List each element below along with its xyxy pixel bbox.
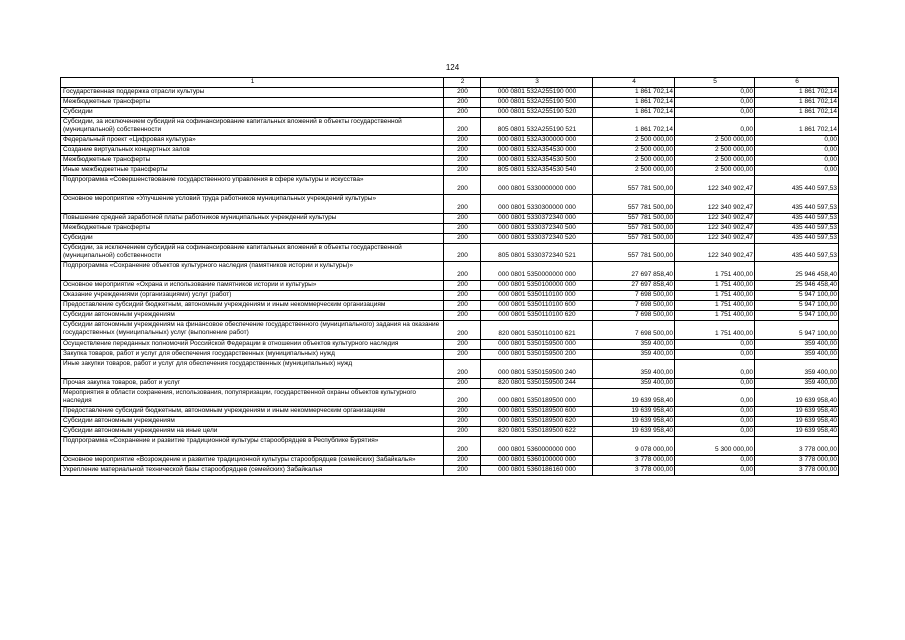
row-approved-cell: 1 861 702,14 (593, 107, 675, 117)
row-unexecuted-cell: 5 947 100,00 (755, 310, 839, 320)
row-approved-cell: 19 639 958,40 (593, 388, 675, 406)
row-line-code-cell: 200 (444, 243, 481, 261)
table-row (61, 290, 839, 300)
row-name-cell: Мероприятия в области сохранения, использования, популяризации, государственной охраны объектов культурного наследия (61, 388, 444, 406)
row-unexecuted-cell: 3 778 000,00 (755, 465, 839, 475)
row-approved-cell: 7 698 500,00 (593, 320, 675, 339)
row-executed-cell: 2 500 000,00 (675, 135, 755, 145)
row-name-cell: Осуществление переданных полномочий Российской Федерации в отношении объектов культурного наследия (61, 339, 444, 349)
row-name-cell: Межбюджетные трансферты (61, 97, 444, 107)
column-header: 1 (61, 78, 444, 88)
row-executed-cell: 2 500 000,00 (675, 145, 755, 155)
column-header: 2 (444, 78, 481, 88)
row-name-cell: Субсидии (61, 233, 444, 243)
row-approved-cell: 359 400,00 (593, 378, 675, 388)
row-unexecuted-cell: 435 440 597,53 (755, 175, 839, 194)
row-unexecuted-cell: 1 861 702,14 (755, 107, 839, 117)
row-name-cell: Укрепление материальной технической базы старообрядцев (семейских) Забайкалья (61, 465, 444, 475)
row-approved-cell: 1 861 702,14 (593, 97, 675, 107)
row-line-code-cell: 200 (444, 359, 481, 378)
row-name-cell: Закупка товаров, работ и услуг для обеспечения государственных (муниципальных) нужд (61, 349, 444, 359)
table-row (61, 194, 839, 213)
row-unexecuted-cell: 0,00 (755, 135, 839, 145)
row-unexecuted-cell: 359 400,00 (755, 359, 839, 378)
table-row (61, 320, 839, 339)
table-row (61, 426, 839, 436)
row-line-code-cell: 200 (444, 165, 481, 175)
row-line-code-cell: 200 (444, 233, 481, 243)
row-approved-cell: 557 781 500,00 (593, 175, 675, 194)
table-row (61, 155, 839, 165)
row-unexecuted-cell: 1 861 702,14 (755, 97, 839, 107)
row-budget-code-cell: 000 0801 532A255190 500 (481, 97, 593, 107)
row-name-cell: Повышение средней заработной платы работников муниципальных учреждений культуры (61, 213, 444, 223)
table-row (61, 117, 839, 135)
row-approved-cell: 3 778 000,00 (593, 455, 675, 465)
row-name-cell: Субсидии автономным учреждениям (61, 416, 444, 426)
table-header-row (61, 78, 839, 88)
row-line-code-cell: 200 (444, 155, 481, 165)
row-approved-cell: 27 697 858,40 (593, 280, 675, 290)
row-budget-code-cell: 820 0801 5350189500 622 (481, 426, 593, 436)
row-unexecuted-cell: 0,00 (755, 155, 839, 165)
row-executed-cell: 2 500 000,00 (675, 155, 755, 165)
row-budget-code-cell: 000 0801 5350110100 620 (481, 310, 593, 320)
row-budget-code-cell: 000 0801 532A255190 000 (481, 87, 593, 97)
row-budget-code-cell: 000 0801 532A300000 000 (481, 135, 593, 145)
row-approved-cell: 7 698 500,00 (593, 310, 675, 320)
row-budget-code-cell: 000 0801 5330372340 520 (481, 233, 593, 243)
row-unexecuted-cell: 435 440 597,53 (755, 223, 839, 233)
row-budget-code-cell: 805 0801 5330372340 521 (481, 243, 593, 261)
table-row (61, 455, 839, 465)
row-unexecuted-cell: 3 778 000,00 (755, 436, 839, 455)
row-budget-code-cell: 000 0801 5350189500 000 (481, 388, 593, 406)
row-budget-code-cell: 805 0801 532A255190 521 (481, 117, 593, 135)
row-unexecuted-cell: 19 639 958,40 (755, 426, 839, 436)
row-executed-cell: 122 340 902,47 (675, 194, 755, 213)
row-executed-cell: 1 751 400,00 (675, 261, 755, 280)
row-name-cell: Субсидии автономным учреждениям на иные цели (61, 426, 444, 436)
row-budget-code-cell: 000 0801 5350159500 000 (481, 339, 593, 349)
row-line-code-cell: 200 (444, 339, 481, 349)
table-row (61, 300, 839, 310)
row-unexecuted-cell: 19 639 958,40 (755, 388, 839, 406)
row-unexecuted-cell: 19 639 958,40 (755, 416, 839, 426)
row-budget-code-cell: 805 0801 532A354530 540 (481, 165, 593, 175)
row-line-code-cell: 200 (444, 465, 481, 475)
row-name-cell: Иные межбюджетные трансферты (61, 165, 444, 175)
row-line-code-cell: 200 (444, 280, 481, 290)
row-line-code-cell: 200 (444, 388, 481, 406)
row-line-code-cell: 200 (444, 87, 481, 97)
row-name-cell: Федеральный проект «Цифровая культура» (61, 135, 444, 145)
table-row (61, 378, 839, 388)
row-budget-code-cell: 000 0801 532A354530 000 (481, 145, 593, 155)
row-approved-cell: 2 500 000,00 (593, 135, 675, 145)
row-unexecuted-cell: 0,00 (755, 145, 839, 155)
row-executed-cell: 1 751 400,00 (675, 280, 755, 290)
row-executed-cell: 2 500 000,00 (675, 165, 755, 175)
row-name-cell: Государственная поддержка отрасли культуры (61, 87, 444, 97)
table-row (61, 406, 839, 416)
row-approved-cell: 557 781 500,00 (593, 194, 675, 213)
row-approved-cell: 557 781 500,00 (593, 213, 675, 223)
table-row (61, 310, 839, 320)
row-unexecuted-cell: 25 946 458,40 (755, 280, 839, 290)
table-row (61, 416, 839, 426)
row-executed-cell: 1 751 400,00 (675, 310, 755, 320)
row-line-code-cell: 200 (444, 310, 481, 320)
row-executed-cell: 0,00 (675, 339, 755, 349)
row-name-cell: Субсидии, за исключением субсидий на софинансирование капитальных вложений в объекты государственной (муниципальной) собственности (61, 243, 444, 261)
row-unexecuted-cell: 0,00 (755, 165, 839, 175)
row-approved-cell: 359 400,00 (593, 349, 675, 359)
row-line-code-cell: 200 (444, 378, 481, 388)
row-executed-cell: 0,00 (675, 359, 755, 378)
row-executed-cell: 122 340 902,47 (675, 243, 755, 261)
table-row (61, 388, 839, 406)
row-budget-code-cell: 000 0801 532A354530 500 (481, 155, 593, 165)
row-line-code-cell: 200 (444, 97, 481, 107)
table-row (61, 243, 839, 261)
row-unexecuted-cell: 1 861 702,14 (755, 87, 839, 97)
row-executed-cell: 1 751 400,00 (675, 290, 755, 300)
row-line-code-cell: 200 (444, 406, 481, 416)
row-executed-cell: 0,00 (675, 406, 755, 416)
row-line-code-cell: 200 (444, 145, 481, 155)
row-unexecuted-cell: 1 861 702,14 (755, 117, 839, 135)
row-line-code-cell: 200 (444, 213, 481, 223)
row-executed-cell: 1 751 400,00 (675, 320, 755, 339)
row-executed-cell: 0,00 (675, 455, 755, 465)
row-approved-cell: 19 639 958,40 (593, 406, 675, 416)
row-line-code-cell: 200 (444, 349, 481, 359)
row-approved-cell: 19 639 958,40 (593, 416, 675, 426)
table-row (61, 145, 839, 155)
row-line-code-cell: 200 (444, 455, 481, 465)
row-name-cell: Субсидии автономным учреждениям (61, 310, 444, 320)
row-line-code-cell: 200 (444, 426, 481, 436)
row-approved-cell: 1 861 702,14 (593, 117, 675, 135)
row-unexecuted-cell: 5 947 100,00 (755, 290, 839, 300)
column-header: 4 (593, 78, 675, 88)
table-row (61, 349, 839, 359)
row-approved-cell: 557 781 500,00 (593, 223, 675, 233)
row-line-code-cell: 200 (444, 261, 481, 280)
table-row (61, 135, 839, 145)
row-name-cell: Подпрограмма «Сохранение и развитие традиционной культуры старообрядцев в Республике Бурятия» (61, 436, 444, 455)
row-executed-cell: 0,00 (675, 416, 755, 426)
row-unexecuted-cell: 359 400,00 (755, 349, 839, 359)
row-line-code-cell: 200 (444, 117, 481, 135)
row-budget-code-cell: 000 0801 532A255190 520 (481, 107, 593, 117)
row-unexecuted-cell: 25 946 458,40 (755, 261, 839, 280)
row-approved-cell: 359 400,00 (593, 339, 675, 349)
row-executed-cell: 0,00 (675, 97, 755, 107)
row-budget-code-cell: 000 0801 5350110100 000 (481, 290, 593, 300)
row-approved-cell: 2 500 000,00 (593, 145, 675, 155)
column-header: 3 (481, 78, 593, 88)
row-executed-cell: 0,00 (675, 378, 755, 388)
row-executed-cell: 0,00 (675, 388, 755, 406)
row-approved-cell: 7 698 500,00 (593, 300, 675, 310)
row-name-cell: Оказание учреждениями (организациями) услуг (работ) (61, 290, 444, 300)
page-number: 124 (445, 63, 460, 72)
row-name-cell: Создание виртуальных концертных залов (61, 145, 444, 155)
row-unexecuted-cell: 435 440 597,53 (755, 233, 839, 243)
row-budget-code-cell: 000 0801 5360186160 000 (481, 465, 593, 475)
row-unexecuted-cell: 435 440 597,53 (755, 243, 839, 261)
table-row (61, 97, 839, 107)
row-approved-cell: 19 639 958,40 (593, 426, 675, 436)
row-approved-cell: 9 078 000,00 (593, 436, 675, 455)
row-unexecuted-cell: 359 400,00 (755, 339, 839, 349)
row-unexecuted-cell: 435 440 597,53 (755, 194, 839, 213)
table-row (61, 87, 839, 97)
row-name-cell: Основное мероприятие «Возрождение и развитие традиционной культуры старообрядцев (семейских) Забайкалья» (61, 455, 444, 465)
row-executed-cell: 0,00 (675, 117, 755, 135)
row-name-cell: Подпрограмма «Сохранение объектов культурного наследия (памятников истории и культуры)» (61, 261, 444, 280)
row-budget-code-cell: 000 0801 5350110100 600 (481, 300, 593, 310)
row-line-code-cell: 200 (444, 223, 481, 233)
row-approved-cell: 3 778 000,00 (593, 465, 675, 475)
row-executed-cell: 122 340 902,47 (675, 175, 755, 194)
row-line-code-cell: 200 (444, 107, 481, 117)
row-line-code-cell: 200 (444, 290, 481, 300)
row-name-cell: Субсидии (61, 107, 444, 117)
row-line-code-cell: 200 (444, 300, 481, 310)
row-name-cell: Подпрограмма «Совершенствование государственного управления в сфере культуры и искусства» (61, 175, 444, 194)
column-header: 6 (755, 78, 839, 88)
row-budget-code-cell: 000 0801 5350100000 000 (481, 280, 593, 290)
row-budget-code-cell: 820 0801 5350110100 621 (481, 320, 593, 339)
table-row (61, 280, 839, 290)
row-executed-cell: 122 340 902,47 (675, 233, 755, 243)
row-executed-cell: 122 340 902,47 (675, 213, 755, 223)
row-unexecuted-cell: 435 440 597,53 (755, 213, 839, 223)
row-line-code-cell: 200 (444, 135, 481, 145)
row-line-code-cell: 200 (444, 175, 481, 194)
row-budget-code-cell: 820 0801 5350159500 244 (481, 378, 593, 388)
row-budget-code-cell: 000 0801 5330372340 000 (481, 213, 593, 223)
row-name-cell: Субсидии, за исключением субсидий на софинансирование капитальных вложений в объекты государственной (муниципальной) собственности (61, 117, 444, 135)
row-name-cell: Основное мероприятие «Охрана и использование памятников истории и культуры» (61, 280, 444, 290)
row-approved-cell: 557 781 500,00 (593, 233, 675, 243)
row-budget-code-cell: 000 0801 5350159500 200 (481, 349, 593, 359)
row-budget-code-cell: 000 0801 5350000000 000 (481, 261, 593, 280)
table-row (61, 339, 839, 349)
row-approved-cell: 2 500 000,00 (593, 155, 675, 165)
row-name-cell: Иные закупки товаров, работ и услуг для обеспечения государственных (муниципальных) нужд (61, 359, 444, 378)
table-row (61, 175, 839, 194)
row-unexecuted-cell: 5 947 100,00 (755, 300, 839, 310)
row-line-code-cell: 200 (444, 320, 481, 339)
row-unexecuted-cell: 19 639 958,40 (755, 406, 839, 416)
row-executed-cell: 0,00 (675, 465, 755, 475)
row-budget-code-cell: 000 0801 5330000000 000 (481, 175, 593, 194)
table-row (61, 213, 839, 223)
table-row (61, 107, 839, 117)
row-line-code-cell: 200 (444, 194, 481, 213)
row-line-code-cell: 200 (444, 416, 481, 426)
row-name-cell: Предоставление субсидий бюджетным, автономным учреждениям и иным некоммерческим организациям (61, 406, 444, 416)
row-executed-cell: 5 300 000,00 (675, 436, 755, 455)
row-approved-cell: 2 500 000,00 (593, 165, 675, 175)
row-executed-cell: 0,00 (675, 349, 755, 359)
row-approved-cell: 557 781 500,00 (593, 243, 675, 261)
row-name-cell: Межбюджетные трансферты (61, 155, 444, 165)
row-approved-cell: 1 861 702,14 (593, 87, 675, 97)
row-approved-cell: 359 400,00 (593, 359, 675, 378)
row-budget-code-cell: 000 0801 5350159500 240 (481, 359, 593, 378)
row-executed-cell: 122 340 902,47 (675, 223, 755, 233)
row-executed-cell: 0,00 (675, 87, 755, 97)
row-budget-code-cell: 000 0801 5360100000 000 (481, 455, 593, 465)
row-executed-cell: 0,00 (675, 107, 755, 117)
row-budget-code-cell: 000 0801 5360000000 000 (481, 436, 593, 455)
row-name-cell: Субсидии автономным учреждениям на финансовое обеспечение государственного (муниципального) задания на оказание государственных (муниципальных) услуг (выполнение работ) (61, 320, 444, 339)
row-unexecuted-cell: 359 400,00 (755, 378, 839, 388)
table-row (61, 465, 839, 475)
row-name-cell: Прочая закупка товаров, работ и услуг (61, 378, 444, 388)
row-executed-cell: 0,00 (675, 426, 755, 436)
row-executed-cell: 1 751 400,00 (675, 300, 755, 310)
row-budget-code-cell: 000 0801 5350189500 620 (481, 416, 593, 426)
row-unexecuted-cell: 3 778 000,00 (755, 455, 839, 465)
row-unexecuted-cell: 5 947 100,00 (755, 320, 839, 339)
row-budget-code-cell: 000 0801 5330372340 500 (481, 223, 593, 233)
row-budget-code-cell: 000 0801 5350189500 600 (481, 406, 593, 416)
table-row (61, 436, 839, 455)
row-line-code-cell: 200 (444, 436, 481, 455)
budget-table (60, 77, 839, 476)
column-header: 5 (675, 78, 755, 88)
row-name-cell: Предоставление субсидий бюджетным, автономным учреждениям и иным некоммерческим организациям (61, 300, 444, 310)
table-row (61, 223, 839, 233)
table-row (61, 165, 839, 175)
table-row (61, 359, 839, 378)
table-row (61, 233, 839, 243)
row-name-cell: Межбюджетные трансферты (61, 223, 444, 233)
row-approved-cell: 7 698 500,00 (593, 290, 675, 300)
row-approved-cell: 27 697 858,40 (593, 261, 675, 280)
row-budget-code-cell: 000 0801 5330300000 000 (481, 194, 593, 213)
table-row (61, 261, 839, 280)
row-name-cell: Основное мероприятие «Улучшение условий труда работников муниципальных учреждений культуры» (61, 194, 444, 213)
